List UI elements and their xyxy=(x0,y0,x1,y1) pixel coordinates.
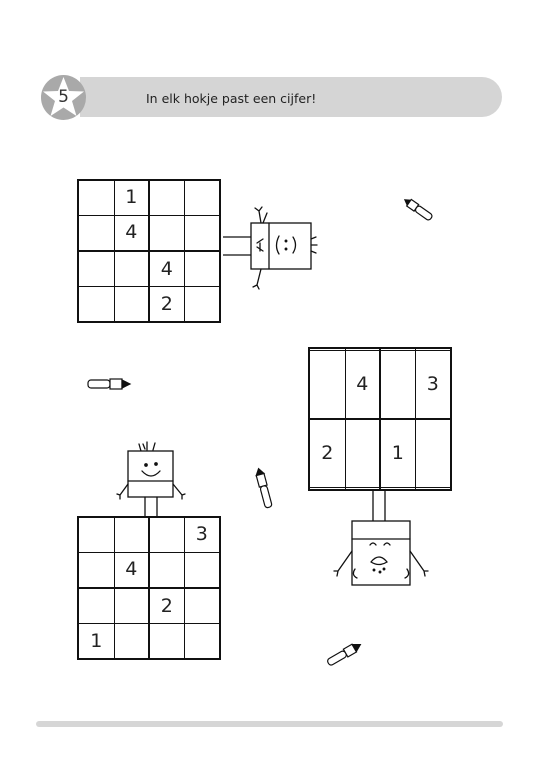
pen-icon xyxy=(86,374,134,394)
sudoku-cell[interactable] xyxy=(345,419,380,487)
sudoku-cell[interactable]: 3 xyxy=(184,518,219,552)
sudoku-cell[interactable] xyxy=(79,181,114,215)
sudoku-cell[interactable] xyxy=(114,624,149,658)
exercise-number: 5 xyxy=(58,87,69,107)
sudoku-cell[interactable]: 1 xyxy=(380,419,415,487)
sudoku-grid-3 xyxy=(77,516,221,660)
pen-icon xyxy=(322,637,368,671)
sudoku-cell[interactable] xyxy=(184,287,219,321)
sudoku-cell[interactable]: 4 xyxy=(114,552,149,588)
sudoku-cell[interactable]: 2 xyxy=(149,588,184,624)
sudoku-cell[interactable] xyxy=(184,588,219,624)
sudoku-cell[interactable] xyxy=(79,287,114,321)
sudoku-cell[interactable] xyxy=(415,487,450,489)
sudoku-cell[interactable]: 4 xyxy=(149,251,184,287)
sudoku-grid-1 xyxy=(77,179,221,323)
sudoku-cell[interactable] xyxy=(114,518,149,552)
exercise-banner xyxy=(40,74,502,121)
pen-icon xyxy=(250,466,278,512)
sudoku-cell[interactable] xyxy=(345,487,380,489)
sudoku-grid-2 xyxy=(308,347,452,491)
footer-rule xyxy=(36,721,503,727)
sudoku-cell[interactable] xyxy=(149,552,184,588)
sudoku-cell[interactable] xyxy=(114,588,149,624)
pen-icon xyxy=(398,193,438,225)
sudoku-cell[interactable] xyxy=(79,518,114,552)
sudoku-cell[interactable]: 4 xyxy=(114,215,149,251)
sudoku-cell[interactable]: 4 xyxy=(345,351,380,419)
exercise-number-badge xyxy=(40,74,87,121)
sudoku-cell[interactable] xyxy=(79,251,114,287)
character-icon xyxy=(330,491,435,591)
sudoku-cell[interactable] xyxy=(380,351,415,419)
sudoku-cell[interactable] xyxy=(184,552,219,588)
sudoku-cell[interactable] xyxy=(415,419,450,487)
sudoku-cell[interactable] xyxy=(184,251,219,287)
sudoku-cell[interactable] xyxy=(149,181,184,215)
sudoku-cell[interactable] xyxy=(149,518,184,552)
sudoku-cell[interactable] xyxy=(79,215,114,251)
sudoku-cell[interactable] xyxy=(79,588,114,624)
sudoku-cell[interactable] xyxy=(184,215,219,251)
sudoku-cell[interactable] xyxy=(380,487,415,489)
instruction-bar xyxy=(80,77,502,117)
character-icon xyxy=(223,205,323,295)
sudoku-cell[interactable]: 3 xyxy=(415,351,450,419)
sudoku-cell[interactable] xyxy=(149,624,184,658)
sudoku-cell[interactable] xyxy=(79,552,114,588)
sudoku-cell[interactable] xyxy=(184,181,219,215)
sudoku-cell[interactable]: 1 xyxy=(79,624,114,658)
sudoku-cell[interactable] xyxy=(310,487,345,489)
sudoku-cell[interactable]: 2 xyxy=(149,287,184,321)
sudoku-cell[interactable] xyxy=(114,287,149,321)
character-icon xyxy=(115,441,189,519)
sudoku-cell[interactable] xyxy=(310,351,345,419)
sudoku-cell[interactable]: 1 xyxy=(114,181,149,215)
sudoku-cell[interactable] xyxy=(149,215,184,251)
sudoku-cell[interactable] xyxy=(114,251,149,287)
instruction-text: In elk hokje past een cijfer! xyxy=(146,91,317,106)
sudoku-cell[interactable] xyxy=(184,624,219,658)
sudoku-cell[interactable]: 2 xyxy=(310,419,345,487)
